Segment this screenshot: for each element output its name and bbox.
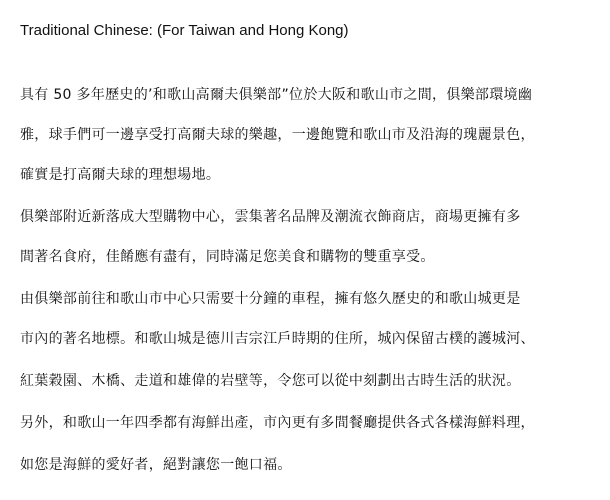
paragraph-line: 間著名食府，佳餚應有盡有，同時滿足您美食和購物的雙重享受。	[20, 249, 435, 265]
document-heading: Traditional Chinese: (For Taiwan and Hong Kong)	[20, 22, 349, 39]
paragraph-line: 具有 50 多年歷史的’和歌山高爾夫俱樂部”位於大阪和歌山市之間，俱樂部環境幽	[20, 87, 533, 103]
paragraph-line: 雅，球手們可一邊享受打高爾夫球的樂趣，一邊飽覽和歌山市及沿海的瑰麗景色，	[20, 127, 535, 143]
paragraph-line: 由俱樂部前往和歌山市中心只需要十分鐘的車程，擁有悠久歷史的和歌山城更是	[20, 291, 521, 307]
paragraph-line: 紅葉穀園、木橋、走道和雄偉的岩壁等，令您可以從中刻劃出古時生活的狀況。	[20, 373, 521, 389]
paragraph-line: 如您是海鮮的愛好者，絕對讓您一飽口福。	[20, 457, 292, 473]
paragraph-line: 俱樂部附近新落成大型購物中心，雲集著名品牌及潮流衣飾商店，商場更擁有多	[20, 209, 521, 225]
paragraph-line: 另外，和歌山一年四季都有海鮮出產，市內更有多間餐廳提供各式各樣海鮮料理，	[20, 415, 535, 431]
paragraph-line: 市內的著名地標。和歌山城是德川吉宗江戶時期的住所，城內保留古樸的護城河、	[20, 331, 535, 347]
paragraph-line: 確實是打高爾夫球的理想場地。	[20, 167, 221, 183]
